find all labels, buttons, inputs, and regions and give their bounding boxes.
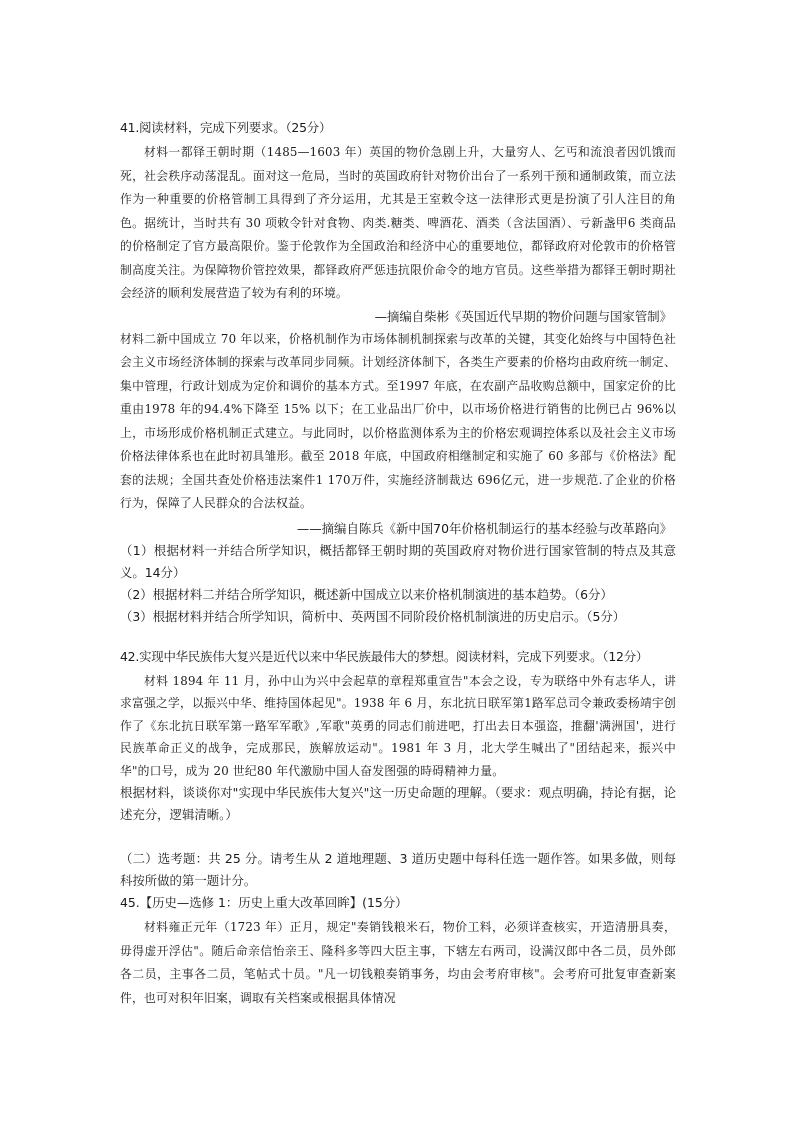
q41-subquestion-2: （2）根据材料二并结合所学知识，概述新中国成立以来价格机制演进的基本趋势。（6分） — [120, 586, 613, 602]
q42-material: 材料 1894 年 11 月，孙中山为兴中会起草的章程郑重宣告"本会之设，专为联络中外有志华人，讲求富强之学，以振兴中华、维持国体起见"。1938 年 6 月，东北抗日联军第1路军总司令兼政委杨靖宇创作了《东北抗日联军第一路军军歌》,军歌"英勇的同志们前进吧，打出去日本强盗，推翻'满洲国'，进行民族革命正义的战争，完成那民，族解放运动"。1981 年 3 月，北大学生喊出了"团结起来，振兴中华"的口号，成为 20 世纪80 年代激励中国人奋发图强的時碍精神力量。 — [120, 673, 676, 778]
q41-material-1: 材料一都铎王朝时期（1485—1603 年）英国的物价急剧上升，大量穷人、乞丐和流浪者因饥饿而死，社会秩序动荡混乱。面对这一危局，当时的英国政府针对物价出台了一系列干预和通制政策，而立法作为一种重要的价格管制工具得到了齐分运用，尤其是王室敕令这一法律形式更是扮演了引人注目的角色。据统计，当时共有 30 项敕令针对食物、肉类.糖类、啤酒花、酒类（含法国酒）、亏新盏甲6 类商品的价格制定了官方最高限价。鉴于伦敦作为全国政治和经济中心的重要地位，都铎政府对伦敦市的价格管制高度关注。为保障物价管控效果，都铎政府严惩违抗限价命令的地方官员。这些举措为都铎王朝时期社会经济的顺利发展营造了较为有利的环境。 — [120, 145, 676, 300]
q45-material: 材料雍正元年（1723 年）正月，规定"奏销钱粮米石，物价工料，必须详查核实，开造清册具奏，毋得虚开浮估"。随后命亲信怡亲王、隆科多等四大臣主事，下辖左右两司，设满汉郎中各二员，员外郎各二员，主事各二员，笔帖式十员。"凡一切钱粮奏销事务，均由会考府审核"。会考府可批复审查新案件，也可对积年旧案，调取有关档案或根据具体情况 — [120, 920, 676, 1005]
q45-header: 45.【历史—选修 1：历史上重大改革回眸】(15分） — [120, 895, 408, 910]
elective-intro: （二）选考题：共 25 分。请考生从 2 道地理题、3 道历史题中每科任选一题作答。如果多做，则每科按所做的第一题计分。 — [120, 851, 676, 888]
q41-header: 41.阅读材料，完成下列要求。（25分） — [120, 120, 332, 135]
q41-source-2: ——摘编自陈兵《新中国70年价格机制运行的基本经验与改革路向》 — [296, 520, 672, 536]
q41-subquestion-3: （3）根据材料并结合所学知识，简析中、英两国不同阶段价格机制演进的历史启示。（5分） — [120, 608, 626, 624]
q42-prompt: 根据材料，谈谈你对"实现中华民族伟大复兴"这一历史命题的理解。（要求：观点明确，持论有据，论述充分，逻辑清晰。） — [120, 785, 676, 822]
q41-subquestion-1: （1）根据材料一并结合所学知识，概括都铎王朝时期的英国政府对物价进行国家管制的特点及其意义。14分） — [120, 542, 676, 580]
q42-header: 42.实现中华民族伟大复兴是近代以来中华民族最伟大的梦想。阅读材料，完成下列要求。（12分） — [120, 648, 649, 664]
q41-material-2: 材料二新中国成立 70 年以来，价格机制作为市场体制机制探索与改革的关键，其变化始终与中国特色社会主义市场经济体制的探索与改革同步同频。计划经济体制下，各类生产要素的价格均由政府统一制定、集中管理，行政计划成为定价和调价的基本方式。至1997 年底，在农副产品收购总额中，国家定价的比重由1978 年的94.4%下降至 15% 以下；在工业品出厂价中，以市场价格进行销售的比例已占 96%以上，市场形成价格机制正式建立。与此同时，以价格监测体系为主的价格宏观调控体系以及社会主义市场价格法律体系也在此时初具雏形。截至 2018 年底，中国政府相继制定和实施了 60 多部与《价格法》配套的法规；全国共查处价格违法案件1 170万件，实施经济制裁达 696亿元，进一步规范.了企业的价格行为，保障了人民群众的合法权益。 — [120, 331, 676, 510]
q41-source-1: —摘编自柴彬《英国近代早期的物价问题与国家管制》 — [374, 308, 672, 324]
exam-page — [120, 118, 676, 1010]
